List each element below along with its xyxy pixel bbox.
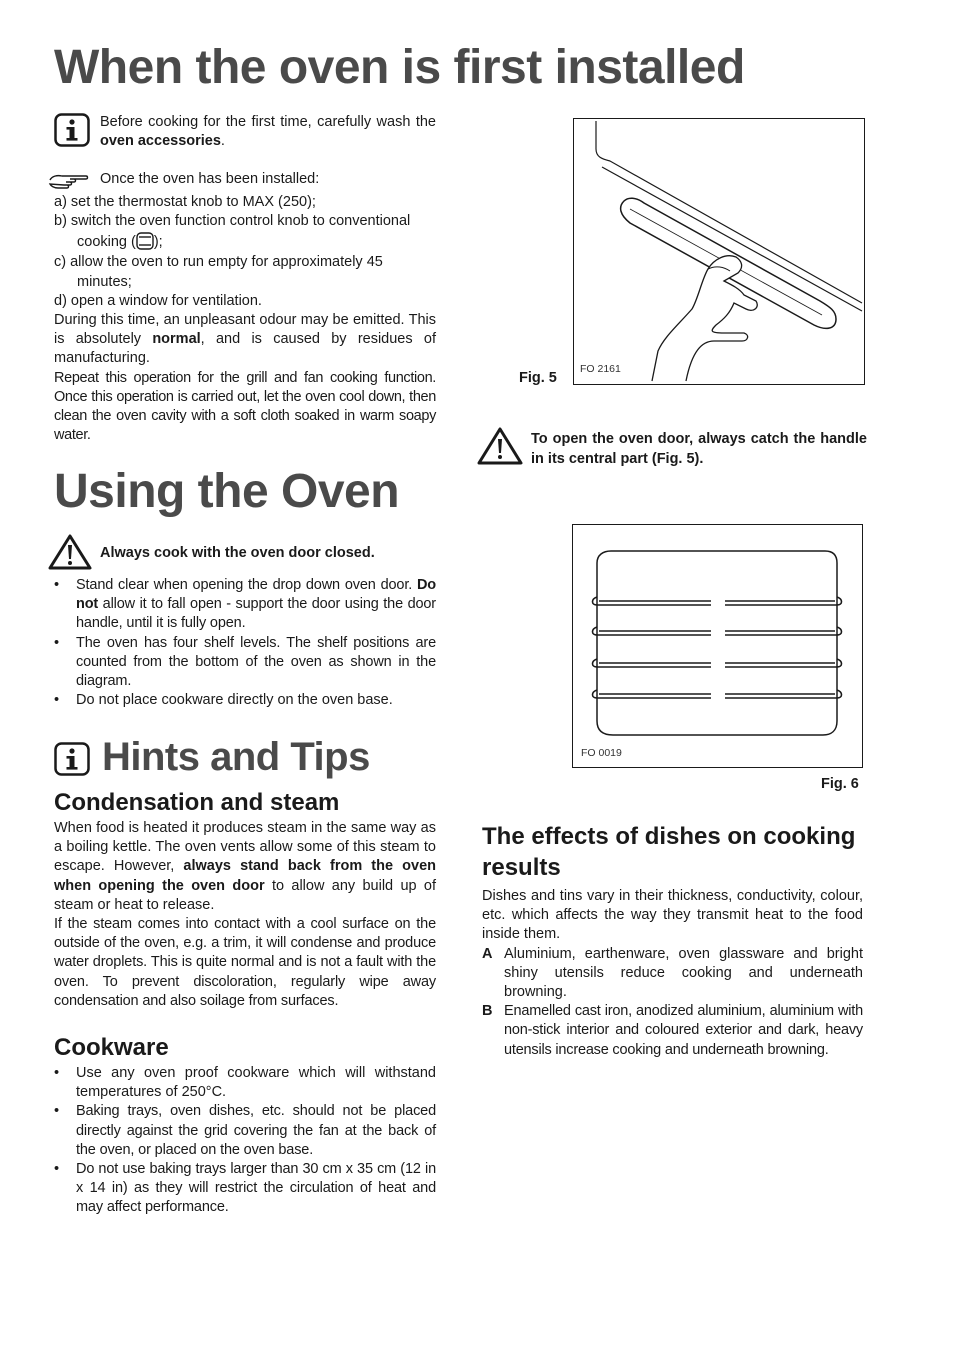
list-item: • Do not use baking trays larger than 30 cm x 35 cm (12 in x 14 in) as they will restrict the circulation of heat and may affect performance. — [54, 1160, 436, 1218]
cookware-bullets — [54, 1064, 436, 1218]
step-a: a) set the thermostat knob to MAX (250); — [54, 194, 316, 210]
list-item: • Use any oven proof cookware which will withstand temperatures of 250°C. — [54, 1064, 436, 1102]
list-item: • Stand clear when opening the drop down oven door. Do not allow it to fall open - support the door using the door handle, until it is fully open. — [54, 576, 436, 634]
using-bullets — [54, 576, 436, 710]
step-c: c) allow the oven to run empty for approximately 45 — [54, 254, 383, 271]
figure-6 — [572, 524, 863, 768]
condensation-heading: Condensation and steam — [54, 789, 340, 816]
step-b: b) switch the oven function control knob to conventional — [54, 213, 411, 230]
fig5-code: FO 2161 — [580, 363, 621, 375]
step-b-cont: cooking ( ); — [77, 234, 163, 251]
condensation-text: When food is heated it produces steam in the same way as a boiling kettle. The oven vents allow some of this steam to escape. However, always stand back from the oven when opening the oven door to allow any build up of steam or heat to release. If the steam comes into contact with a cool surface on the outside of the oven, e.g. a trim, it will condense and produce water droplets. This is quite normal and is not a fault with the oven. To prevent discoloration, regularly wipe away condensation and also soilage from surfaces. — [54, 820, 437, 1009]
title-hints-tips: Hints and Tips — [102, 735, 370, 779]
fig6-label: Fig. 6 — [821, 776, 859, 792]
effects-heading: The effects of dishes on cooking results — [482, 823, 856, 881]
odour-paragraph: During this time, an unpleasant odour may be emitted. This is absolutely normal, and is caused by residues of manufacturing. — [54, 312, 436, 367]
step-c-cont: minutes; — [77, 273, 132, 290]
list-item-b: B Enamelled cast iron, anodized aluminium, aluminium with non-stick interior and coloured exterior and dark, heavy utensils increase cooking and underneath browning. — [482, 1003, 863, 1058]
effects-text: Dishes and tins vary in their thickness, conductivity, colour, etc. which affects the way they transmit heat to the food inside them. A Aluminium, earthenware, oven glassware and bright shiny utensils reduce cooking and underneath browning. B Enamelled cast iron, anodized aluminium, aluminium with non-stick interior and coloured exterior and dark, heavy utensils increase cooking and underneath browning. — [482, 887, 863, 1060]
info-note: Before cooking for the first time, carefully wash the oven accessories. — [100, 114, 436, 150]
door-handle-warning: To open the oven door, always catch the handle in its central part (Fig. 5). — [531, 431, 867, 467]
title-using-oven: Using the Oven — [54, 465, 400, 518]
hints-info-icon — [54, 742, 90, 776]
once-installed: Once the oven has been installed: — [100, 171, 320, 187]
fig6-code: FO 0019 — [581, 747, 622, 759]
figure-5 — [573, 118, 865, 385]
warning-icon — [47, 533, 93, 571]
door-closed-warning: Always cook with the oven door closed. — [100, 545, 375, 561]
list-item-a: A Aluminium, earthenware, oven glassware and bright shiny utensils reduce cooking and underneath browning. — [482, 945, 863, 1001]
step-d: d) open a window for ventilation. — [54, 292, 262, 309]
oven-door-handle-illustration — [574, 119, 863, 383]
list-item: • Baking trays, oven dishes, etc. should not be placed directly against the grid covering the fan at the back of the oven, or placed on the oven base. — [54, 1102, 436, 1160]
fig5-label: Fig. 5 — [519, 370, 557, 386]
pointing-hand-icon — [48, 172, 90, 194]
door-warning-icon — [476, 426, 524, 466]
title-first-installed: When the oven is first installed — [54, 41, 745, 94]
list-item: • The oven has four shelf levels. The shelf positions are counted from the bottom of the oven as shown in the diagram. — [54, 634, 436, 692]
conventional-cooking-icon — [136, 232, 154, 250]
install-steps — [54, 193, 436, 445]
cookware-heading: Cookware — [54, 1034, 169, 1061]
info-icon — [54, 113, 90, 147]
shelf-levels-diagram — [573, 525, 861, 766]
list-item: • Do not place cookware directly on the oven base. — [54, 691, 436, 710]
repeat-paragraph: Repeat this operation for the grill and fan cooking function. Once this operation is carried out, let the oven cool down, then clean the oven cavity with a soft cloth soaked in warm soapy water. — [54, 369, 436, 444]
